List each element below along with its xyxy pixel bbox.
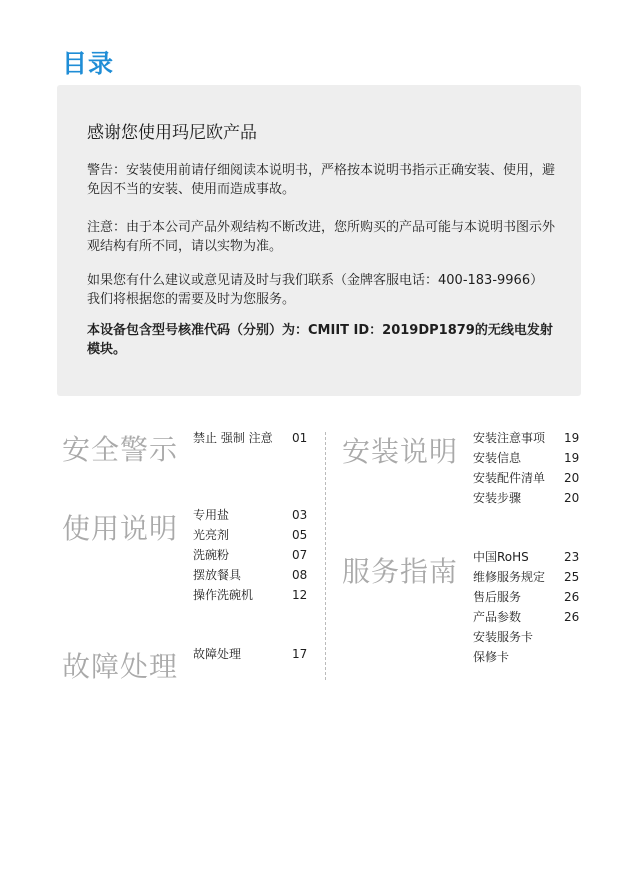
toc-entry-page: 19	[564, 431, 580, 445]
toc-entry-page: 25	[564, 570, 580, 584]
toc-entry-name: 洗碗粉	[193, 548, 230, 562]
toc-entry-page: 17	[292, 647, 308, 661]
toc-entry-name: 保修卡	[473, 650, 510, 664]
intro-panel	[57, 85, 581, 396]
toc-entry[interactable]	[193, 545, 311, 565]
section-title-usage: 使用说明	[62, 512, 179, 545]
toc-entry[interactable]	[473, 647, 588, 667]
toc-entry[interactable]	[193, 585, 311, 605]
toc-entry[interactable]	[473, 468, 588, 488]
toc-entry-name: 摆放餐具	[193, 568, 242, 582]
toc-entry[interactable]	[473, 428, 588, 448]
toc-entry[interactable]	[193, 525, 311, 545]
toc-entry[interactable]	[473, 587, 588, 607]
toc-entry[interactable]	[193, 644, 311, 664]
toc-entry[interactable]	[193, 428, 311, 448]
toc-entry-page: 26	[564, 590, 580, 604]
toc-entry-page: 23	[564, 550, 580, 564]
toc-entry[interactable]	[193, 565, 311, 585]
install-items	[473, 428, 588, 508]
radio-module-paragraph: 本设备包含型号核准代码（分别）为：CMIIT ID：2019DP1879的无线电发射模块。	[87, 323, 553, 357]
toc-entry-name: 专用盐	[193, 508, 230, 522]
toc-entry-name: 安装步骤	[473, 491, 522, 505]
usage-items	[193, 505, 311, 605]
page-title: 目录	[62, 49, 115, 78]
toc-entry-name: 维修服务规定	[473, 570, 546, 584]
toc-entry-page: 20	[564, 491, 580, 505]
trouble-items	[193, 644, 311, 664]
toc-entry-name: 安装配件清单	[473, 471, 546, 485]
section-title-troubleshooting: 故障处理	[62, 650, 179, 683]
warning-paragraph: 警告：安装使用前请仔细阅读本说明书，严格按本说明书指示正确安装、使用，避免因不当的安装、使用而造成事故。	[87, 163, 556, 197]
section-title-installation: 安装说明	[342, 435, 459, 468]
notice-paragraph: 注意：由于本公司产品外观结构不断改进，您所购买的产品可能与本说明书图示外观结构有所不同，请以实物为准。	[87, 220, 556, 254]
toc-entry-page: 05	[292, 528, 308, 542]
toc-entry[interactable]	[473, 627, 588, 647]
toc-entry[interactable]	[473, 448, 588, 468]
section-title-service: 服务指南	[342, 555, 459, 588]
toc-entry[interactable]	[473, 607, 588, 627]
toc-entry-page: 01	[292, 431, 308, 445]
toc-entry-page: 19	[564, 451, 580, 465]
section-title-safety: 安全警示	[62, 433, 179, 466]
intro-heading: 感谢您使用玛尼欧产品	[87, 123, 257, 143]
toc-entry-name: 操作洗碗机	[193, 588, 254, 602]
toc-entry-name: 安装信息	[473, 451, 522, 465]
column-divider	[325, 432, 326, 680]
toc-entry-name: 禁止 强制 注意	[193, 431, 273, 445]
contact-paragraph: 如果您有什么建议或意见请及时与我们联系（金牌客服电话：400-183-9966）我们将根据您的需要及时为您服务。	[87, 273, 544, 307]
toc-entry-page: 03	[292, 508, 308, 522]
toc-entry-name: 售后服务	[473, 590, 522, 604]
toc-entry-name: 故障处理	[193, 647, 242, 661]
toc-entry[interactable]	[473, 567, 588, 587]
toc-entry[interactable]	[193, 505, 311, 525]
toc-entry-name: 安装服务卡	[473, 630, 534, 644]
toc-entry-page: 20	[564, 471, 580, 485]
toc-entry-page: 07	[292, 548, 308, 562]
toc-entry[interactable]	[473, 488, 588, 508]
toc-entry-name: 中国RoHS	[473, 550, 529, 564]
toc-entry-name: 安装注意事项	[473, 431, 546, 445]
service-items	[473, 547, 588, 667]
toc-entry-page: 08	[292, 568, 308, 582]
toc-entry-name: 产品参数	[473, 610, 522, 624]
toc-entry-page: 26	[564, 610, 580, 624]
toc-entry[interactable]	[473, 547, 588, 567]
toc-entry-name: 光亮剂	[193, 528, 230, 542]
toc-entry-page: 12	[292, 588, 308, 602]
safety-items	[193, 428, 311, 448]
